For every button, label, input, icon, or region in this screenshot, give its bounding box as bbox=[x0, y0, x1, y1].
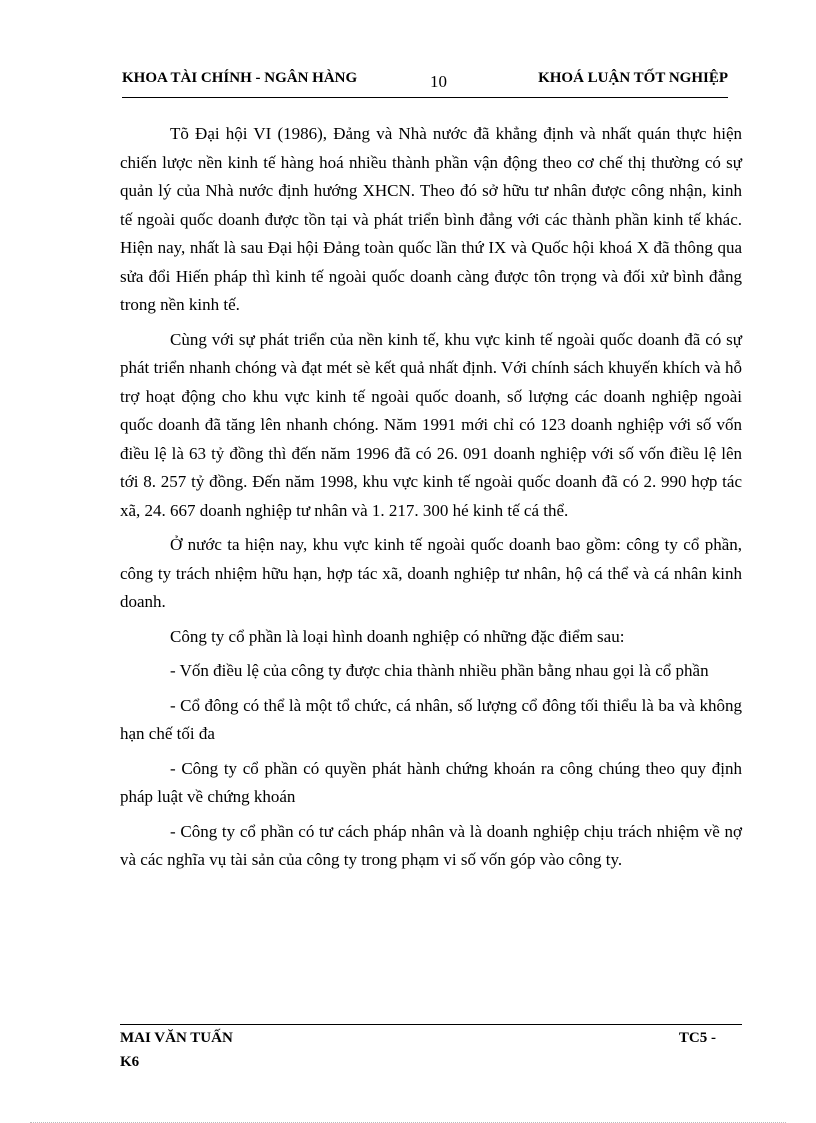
footer-divider bbox=[120, 1024, 742, 1025]
footer-class-suffix: K6 bbox=[120, 1054, 140, 1070]
paragraph-3: Ở nước ta hiện nay, khu vực kinh tế ngoài quốc doanh bao gồm: công ty cổ phần, công ty trách nhiệm hữu hạn, hợp tác xã, doanh nghiệp tư nhân, hộ cá thể và cá nhân kinh doanh. bbox=[120, 535, 742, 611]
document-body bbox=[120, 120, 742, 881]
list-item-2: - Cổ đông có thể là một tổ chức, cá nhân, số lượng cổ đông tối thiểu là ba và không hạn chế tối đa bbox=[120, 695, 742, 743]
paragraph-4: Công ty cổ phần là loại hình doanh nghiệp có những đặc điểm sau: bbox=[170, 626, 625, 646]
list-item-1: - Vốn điều lệ của công ty được chia thành nhiều phần bằng nhau gọi là cổ phần bbox=[170, 661, 709, 680]
paragraph-2: Cùng với sự phát triển của nền kinh tế, khu vực kinh tế ngoài quốc doanh đã có sự phát triển nhanh chóng và đạt mét sè kết quả nhất định. Với chính sách khuyến khích và hỗ trợ hoạt động cho khu vực kinh tế ngoài quốc doanh, số lượng các doanh nghiệp ngoài quốc doanh đã tăng lên nhanh chóng. Năm 1991 mới chỉ có 123 doanh nghiệp với số vốn điều lệ là 63 tỷ đồng thì đến năm 1996 đã có 26. 091 doanh nghiệp với số vốn điều lệ lên tới 8. 257 tỷ đồng. Đến năm 1998, khu vực kinh tế ngoài quốc doanh đã có 2. 990 hợp tác xã, 24. 667 doanh nghiệp tư nhân và 1. 217. 300 hé kinh tế cá thể. bbox=[120, 329, 742, 520]
paragraph-1: Tõ Đại hội VI (1986), Đảng và Nhà nước đã khẳng định và nhất quán thực hiện chiến lược nền kinh tế hàng hoá nhiều thành phần vận động theo cơ chế thị thường có sự quản lý của Nhà nước định hướng XHCN. Theo đó sở hữu tư nhân được công nhận, kinh tế ngoài quốc doanh được tồn tại và phát triển bình đẳng với các thành phần kinh tế khác. Hiện nay, nhất là sau Đại hội Đảng toàn quốc lần thứ IX và Quốc hội khoá X đã thông qua sửa đổi Hiến pháp thì kinh tế ngoài quốc doanh càng được tôn trọng và đối xử bình đẳng trong nền kinh tế. bbox=[120, 124, 742, 314]
list-item-3: - Công ty cổ phần có quyền phát hành chứng khoán ra công chúng theo quy định pháp luật về chứng khoán bbox=[120, 758, 742, 806]
list-item-4: - Công ty cổ phần có tư cách pháp nhân và là doanh nghiệp chịu trách nhiệm về nợ và các nghĩa vụ tài sản của công ty trong phạm vi số vốn góp vào công ty. bbox=[120, 821, 742, 869]
header-document-type: KHOÁ LUẬN TỐT NGHIỆP bbox=[538, 70, 728, 86]
page-header bbox=[122, 70, 728, 92]
page-number: 10 bbox=[430, 72, 447, 91]
header-faculty: KHOA TÀI CHÍNH - NGÂN HÀNG bbox=[122, 70, 358, 86]
footer-class-code: TC5 - bbox=[678, 1030, 716, 1046]
footer-author: MAI VĂN TUẤN bbox=[120, 1030, 233, 1046]
header-divider bbox=[122, 97, 728, 98]
